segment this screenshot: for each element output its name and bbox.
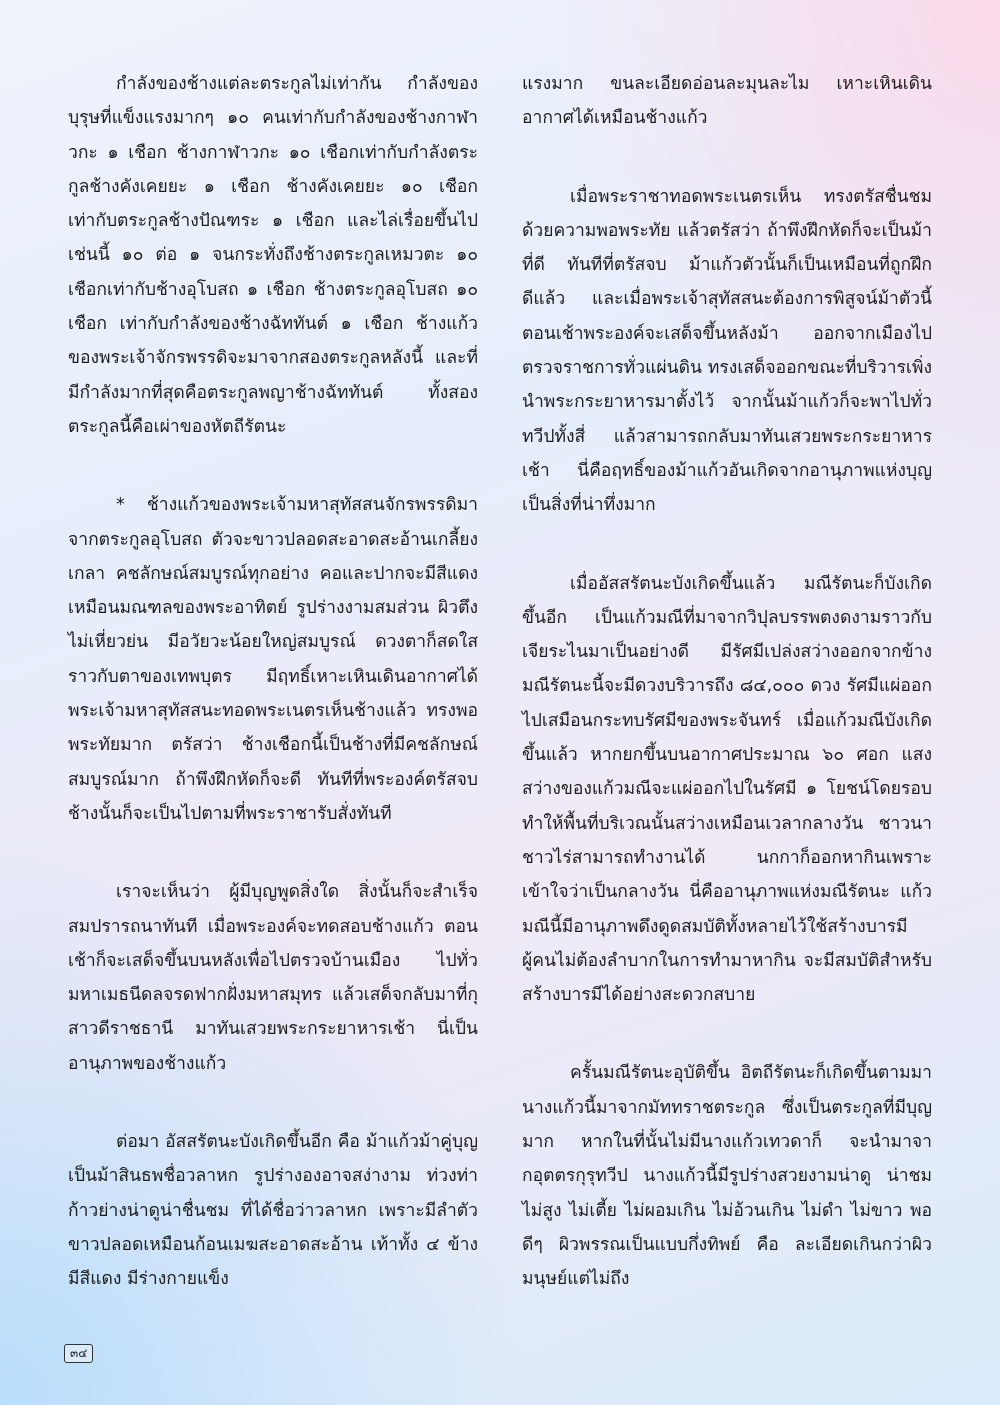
paragraph-horse-jewel: ต่อมา อัสสรัตนะบังเกิดขึ้นอีก คือ ม้าแก้วม้าคู่บุญเป็นม้าสินธพชื่อวลาหก รูปร่างองอาจสง่างาม ท่วงท่าก้าวย่างน่าดูน่าชื่นชม ที่ได้ชื่อว่าวลาหก เพราะมีลำตัวขาวปลอดเหมือนก้อนเมฆสะอาดสะอ้าน เท้าทั้ง ๔ ข้าง มีสีแดง มีร่างกายแข็ง — [68, 1132, 478, 1290]
paragraph-gap — [68, 831, 478, 875]
paragraph-gap — [522, 1012, 932, 1056]
paragraph-king-horse-test: เมื่อพระราชาทอดพระเนตรเห็น ทรงตรัสชื่นชมด้วยความพอพระทัย แล้วตรัสว่า ถ้าพึงฝึกหัดก็จะเป็นม้าที่ดี ทันทีที่ตรัสจบ ม้าแก้วตัวนั้นก็เป็นเหมือนที่ถูกฝึกดีแล้ว และเมื่อพระเจ้าสุทัสสนะต้องการพิสูจน์ม้าตัวนี้ ตอนเช้าพระองค์จะเสด็จขึ้นหลังม้า ออกจากเมืองไปตรวจราชการทั่วแผ่นดิน ทรงเสด็จออกขณะที่บริวารเพิ่ง นำพระกระยาหารมาตั้งไว้ จากนั้นม้าแก้วก็จะพาไปทั่วทวีปทั้งสี่ แล้วสามารถกลับมาทันเสวยพระกระยาหารเช้า นี่คือฤทธิ์ของม้าแก้วอันเกิดจากอานุภาพแห่งบุญ เป็นสิ่งที่น่าทึ่งมาก — [522, 186, 932, 516]
paragraph-gap — [522, 523, 932, 567]
paragraph-gem-jewel: เมื่ออัสสรัตนะบังเกิดขึ้นแล้ว มณีรัตนะก็บังเกิดขึ้นอีก เป็นแก้วมณีที่มาจากวิปุลบรรพตงดงามราวกับเจียระไนมาเป็นอย่างดี มีรัศมีเปล่งสว่างออกจากข้าง มณีรัตนะนี้จะมีดวงบริวารถึง ๘๔,๐๐๐ ดวง รัศมีแผ่ออกไปเสมือนกระทบรัศมีของพระจันทร์ เมื่อแก้วมณีบังเกิดขึ้นแล้ว หากยกขึ้นบนอากาศประมาณ ๖๐ ศอก แสงสว่างของแก้วมณีจะแผ่ออกไปในรัศมี ๑ โยชน์โดยรอบ ทำให้พื้นที่บริเวณนั้นสว่างเหมือนเวลากลางวัน ชาวนาชาวไร่สามารถทำงานได้ นกกาก็ออกหากินเพราะเข้าใจว่าเป็นกลางวัน นี่คืออานุภาพแห่งมณีรัตนะ แก้วมณีนี้มีอานุภาพดึงดูดสมบัติทั้งหลายไว้ใช้สร้างบารมี ผู้คนไม่ต้องลำบากในการทำมาหากิน จะมีสมบัติสำหรับสร้างบารมีได้อย่างสะดวกสบาย — [522, 573, 932, 1006]
paragraph-gap — [522, 136, 932, 180]
left-column — [68, 67, 478, 1297]
paragraph-elephant-strength: กำลังของช้างแต่ละตระกูลไม่เท่ากัน กำลังของบุรุษที่แข็งแรงมากๆ ๑๐ คนเท่ากับกำลังของช้างกาฬาวกะ ๑ เชือก ช้างกาฬาวกะ ๑๐ เชือกเท่ากับกำลังตระกูลช้างคังเคยยะ ๑ เชือก ช้างคังเคยยะ ๑๐ เชือก เท่ากับตระกูลช้างปัณฑระ ๑ เชือก และไล่เรื่อยขึ้นไปเช่นนี้ ๑๐ ต่อ ๑ จนกระทั่งถึงช้างตระกูลเหมวตะ ๑๐ เชือกเท่ากับช้างอุโบสถ ๑ เชือก ช้างตระกูลอุโบสถ ๑๐ เชือก เท่ากับกำลังของช้างฉัททันต์ ๑ เชือก ช้างแก้วของพระเจ้าจักรพรรดิจะมาจากสองตระกูลหลังนี้ และที่มีกำลังมากที่สุดคือตระกูลพญาช้างฉัททันต์ ทั้งสองตระกูลนี้คือเผ่าของหัตถีรัตนะ — [68, 74, 478, 437]
paragraph-woman-jewel: ครั้นมณีรัตนะอุบัติขึ้น อิตถีรัตนะก็เกิดขึ้นตามมา นางแก้วนี้มาจากมัททราชตระกูล ซึ่งเป็นตระกูลที่มีบุญมาก หากในที่นั้นไม่มีนางแก้วเทวดาก็ จะนำมาจากอุตตรกุรุทวีป นางแก้วนี้มีรูปร่างสวยงามน่าดู น่าชม ไม่สูง ไม่เตี้ย ไม่ผอมเกิน ไม่อ้วนเกิน ไม่ดำ ไม่ขาว พอดีๆ ผิวพรรณเป็นแบบกึ่งทิพย์ คือ ละเอียดเกินกว่าผิวมนุษย์แต่ไม่ถึง — [522, 1063, 932, 1290]
right-column — [522, 67, 932, 1297]
page-number: ๓๔ — [64, 1344, 93, 1363]
paragraph-merit-power: เราจะเห็นว่า ผู้มีบุญพูดสิ่งใด สิ่งนั้นก็จะสำเร็จสมปรารถนาทันที เมื่อพระองค์จะทดสอบช้างแก้ว ตอนเช้าก็จะเสด็จขึ้นบนหลังเพื่อไปตรวจบ้านเมือง ไปทั่วมหาเมธนีดลจรดฟากฝั่งมหาสมุทร แล้วเสด็จกลับมาที่กุสาวดีราชธานี มาทันเสวยพระกระยาหารเช้า นี่เป็นอานุภาพของช้างแก้ว — [68, 882, 478, 1074]
paragraph-gap — [68, 1081, 478, 1125]
paragraph-horse-continued: แรงมาก ขนละเอียดอ่อนละมุนละไม เหาะเหินเดินอากาศได้เหมือนช้างแก้ว — [522, 74, 932, 129]
paragraph-mahasudassana-elephant: * ช้างแก้วของพระเจ้ามหาสุทัสสนจักรพรรดิมาจากตระกูลอุโบสถ ตัวจะขาวปลอดสะอาดสะอ้านเกลี้ยงเกลา คชลักษณ์สมบูรณ์ทุกอย่าง คอและปากจะมีสีแดงเหมือนมณฑลของพระอาทิตย์ รูปร่างงามสมส่วน ผิวตึงไม่เหี่ยวย่น มีอวัยวะน้อยใหญ่สมบูรณ์ ดวงตาก็สดใสราวกับตาของเทพบุตร มีฤทธิ์เหาะเหินเดินอากาศได้ พระเจ้ามหาสุทัสสนะทอดพระเนตรเห็นช้างแล้ว ทรงพอพระทัยมาก ตรัสว่า ช้างเชือกนี้เป็นช้างที่มีคชลักษณ์สมบูรณ์มาก ถ้าพึงฝึกหัดก็จะดี ทันทีที่พระองค์ตรัสจบ ช้างนั้นก็จะเป็นไปตามที่พระราชารับสั่งทันที — [68, 495, 478, 824]
paragraph-gap — [68, 444, 478, 488]
